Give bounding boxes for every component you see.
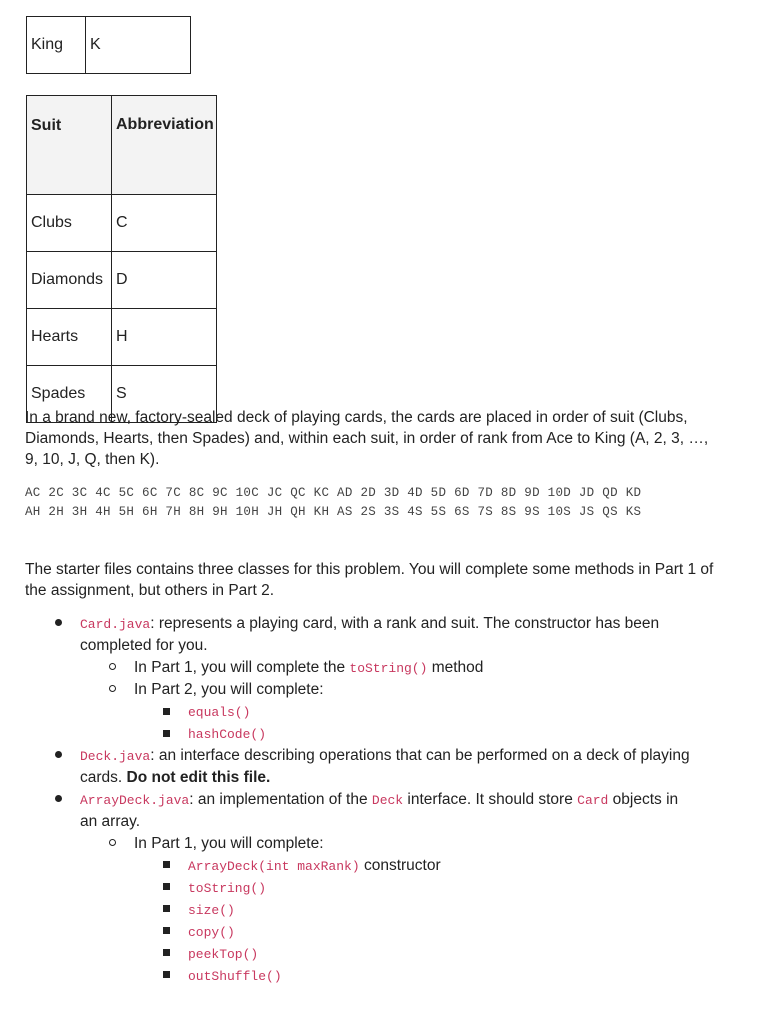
card-java-desc-1: : represents a playing card, with a rank and suit. The constructor has been	[150, 615, 660, 632]
deck-java-desc-2-line	[80, 767, 270, 788]
card-java-filename: Card.java	[80, 617, 151, 632]
method-hashcode: hashCode()	[188, 727, 267, 742]
starter-paragraph	[25, 559, 713, 601]
deck-java-item	[80, 745, 690, 767]
intro-line-1: In a brand new, factory-sealed deck of playing cards, the cards are placed in order of suit (Clubs,	[25, 409, 688, 426]
deck-java-desc-2: cards.	[80, 769, 127, 786]
deck-java-desc-1: : an interface describing operations that can be performed on a deck of playing	[150, 747, 690, 764]
arraydeck-java-item	[80, 789, 678, 811]
rank-table	[26, 16, 191, 74]
circle-bullet-icon	[109, 663, 116, 670]
table-row	[27, 309, 217, 366]
square-bullet-icon	[163, 971, 170, 978]
card-part1-post: method	[427, 659, 484, 676]
suit-cell: Diamonds	[27, 252, 112, 309]
abbr-cell: H	[112, 309, 217, 366]
deck-order-listing	[25, 484, 641, 522]
rank-row	[27, 17, 191, 74]
starter-line-1: The starter files contains three classes for this problem. You will complete some methods in Part 1 of	[25, 561, 714, 578]
rank-abbr-cell: K	[86, 17, 191, 74]
bullet-icon	[55, 619, 62, 626]
card-java-item	[80, 613, 659, 635]
deck-line-1: AC 2C 3C 4C 5C 6C 7C 8C 9C 10C JC QC KC AD 2D 3D 4D 5D 6D 7D 8D 9D 10D JD QD KD	[25, 486, 642, 500]
abbr-cell: D	[112, 252, 217, 309]
list-item	[188, 965, 282, 987]
suit-cell: Spades	[27, 366, 112, 423]
suit-cell: Hearts	[27, 309, 112, 366]
circle-bullet-icon	[109, 685, 116, 692]
abbr-cell: C	[112, 195, 217, 252]
deck-java-filename: Deck.java	[80, 749, 151, 764]
list-item	[188, 899, 235, 921]
suit-table	[26, 95, 217, 423]
deck-line-2: AH 2H 3H 4H 5H 6H 7H 8H 9H 10H JH QH KH AS 2S 3S 4S 5S 6S 7S 8S 9S 10S JS QS KS	[25, 505, 642, 519]
intro-line-3: 9, 10, J, Q, then K).	[25, 451, 160, 468]
card-part1-pre: In Part 1, you will complete the	[134, 659, 350, 676]
method-peektop: peekTop()	[188, 947, 259, 962]
arraydeck-desc-2: an array.	[80, 813, 141, 830]
arraydeck-code-deck: Deck	[371, 793, 404, 808]
list-item	[188, 943, 258, 965]
deck-java-warning: Do not edit this file.	[126, 769, 271, 786]
arraydeck-java-filename: ArrayDeck.java	[80, 793, 190, 808]
abbr-header-text: Abbreviation	[116, 116, 214, 133]
square-bullet-icon	[163, 861, 170, 868]
list-item	[188, 921, 235, 943]
method-tostring: toString()	[188, 881, 267, 896]
arraydeck-code-card: Card	[577, 793, 609, 808]
list-item	[188, 723, 266, 745]
bullet-icon	[55, 795, 62, 802]
square-bullet-icon	[163, 883, 170, 890]
method-outshuffle: outShuffle()	[188, 969, 282, 984]
circle-bullet-icon	[109, 839, 116, 846]
starter-line-2: the assignment, but others in Part 2.	[25, 582, 274, 599]
arraydeck-part1-item: In Part 1, you will complete:	[134, 835, 324, 852]
list-item	[188, 701, 250, 723]
arraydeck-desc-b: interface. It should store	[403, 791, 578, 808]
abbr-header-cell	[112, 96, 217, 195]
card-java-desc-2: completed for you.	[80, 637, 208, 654]
square-bullet-icon	[163, 708, 170, 715]
list-item	[188, 877, 266, 899]
method-copy: copy()	[188, 925, 235, 940]
card-part1-code: toString()	[349, 661, 428, 676]
ctor-label: constructor	[359, 857, 441, 874]
method-size: size()	[188, 903, 235, 918]
square-bullet-icon	[163, 905, 170, 912]
intro-paragraph	[25, 407, 708, 470]
square-bullet-icon	[163, 730, 170, 737]
square-bullet-icon	[163, 949, 170, 956]
card-part1-item	[134, 657, 483, 679]
method-arraydeck-ctor: ArrayDeck(int maxRank)	[188, 859, 360, 874]
arraydeck-desc-c: objects in	[608, 791, 679, 808]
list-item	[188, 855, 441, 877]
rank-name-cell: King	[27, 17, 86, 74]
bullet-icon	[55, 751, 62, 758]
card-part2-item: In Part 2, you will complete:	[134, 681, 324, 698]
table-row	[27, 195, 217, 252]
suit-table-header	[27, 96, 217, 195]
method-equals: equals()	[188, 705, 251, 720]
suit-header-cell: Suit	[27, 96, 112, 195]
square-bullet-icon	[163, 927, 170, 934]
abbr-cell: S	[112, 366, 217, 423]
table-row	[27, 252, 217, 309]
suit-cell: Clubs	[27, 195, 112, 252]
intro-line-2: Diamonds, Hearts, then Spades) and, within each suit, in order of rank from Ace to King (A, 2, 3, …,	[25, 430, 709, 447]
arraydeck-desc-a: : an implementation of the	[189, 791, 372, 808]
